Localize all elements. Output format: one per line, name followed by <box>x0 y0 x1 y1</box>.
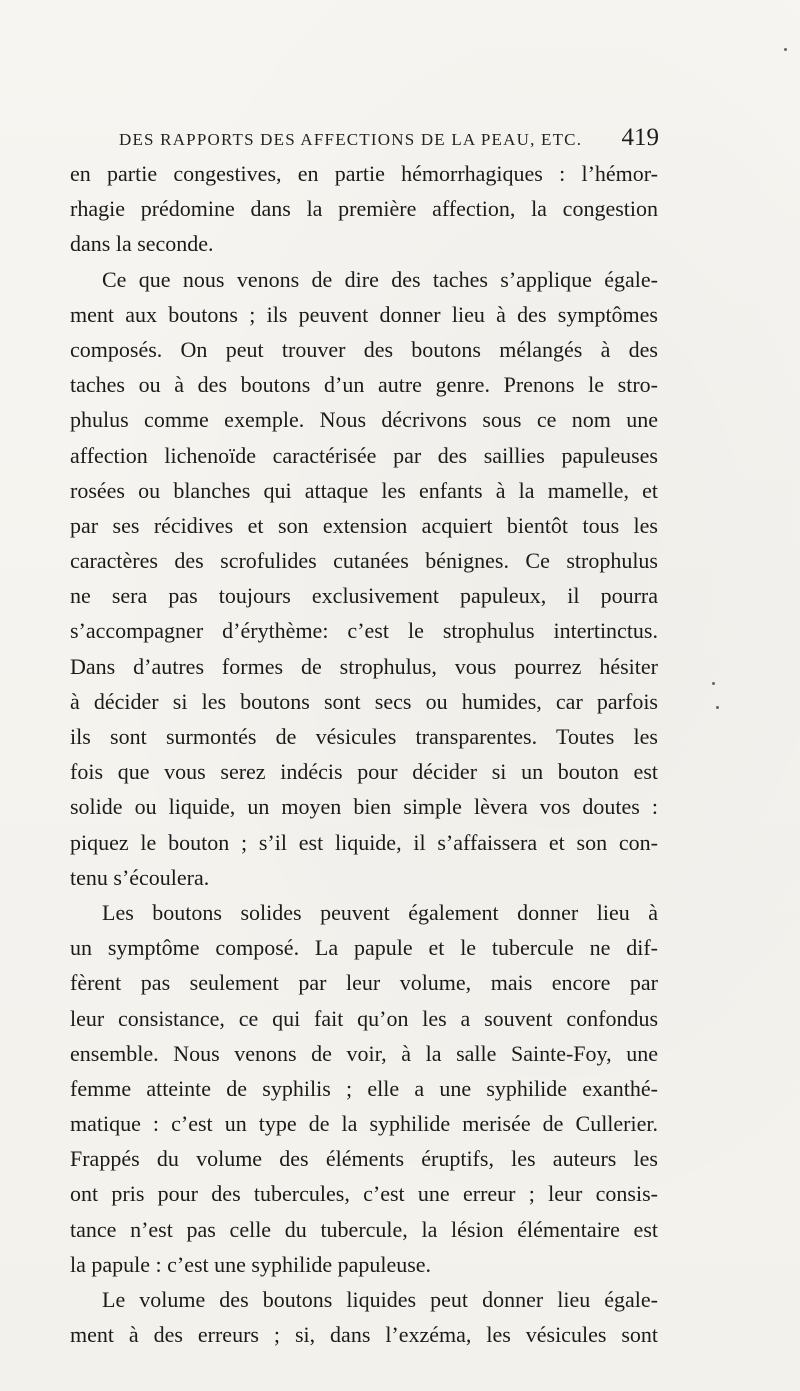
text-line: ment à des erreurs ; si, dans l’exzéma, les vésicules sont <box>70 1322 658 1348</box>
text-line: à décider si les boutons sont secs ou humides, car parfois <box>70 688 658 714</box>
text-line: solide ou liquide, un moyen bien simple lèvera vos doutes : <box>70 794 658 820</box>
text-line: Les boutons solides peuvent également donner lieu à <box>102 899 658 925</box>
text-line: un symptôme composé. La papule et le tubercule ne dif- <box>70 935 658 961</box>
text-line: tance n’est pas celle du tubercule, la lésion élémentaire est <box>70 1216 658 1242</box>
text-line: en partie congestives, en partie hémorrhagiques : l’hémor- <box>70 161 658 186</box>
text-line: s’accompagner d’érythème: c’est le strophulus intertinctus. <box>70 618 658 644</box>
text-line: par ses récidives et son extension acquiert bientôt tous les <box>70 512 658 538</box>
running-head: DES RAPPORTS DES AFFECTIONS DE LA PEAU, ETC. <box>119 130 583 149</box>
text-line: fèrent pas seulement par leur volume, mais encore par <box>70 970 658 996</box>
text-line: Frappés du volume des éléments éruptifs, les auteurs les <box>70 1146 658 1172</box>
page-number: 419 <box>621 124 659 151</box>
text-line: fois que vous serez indécis pour décider si un bouton est <box>70 759 658 785</box>
text-line: dans la seconde. <box>70 231 214 257</box>
text-line: leur consistance, ce qui fait qu’on les a souvent confondus <box>70 1005 658 1031</box>
paper-speck <box>716 706 719 709</box>
text-line: femme atteinte de syphilis ; elle a une syphilide exanthé- <box>70 1075 658 1101</box>
text-line: ils sont surmontés de vésicules transparentes. Toutes les <box>70 724 658 749</box>
text-line: ne sera pas toujours exclusivement papuleux, il pourra <box>70 583 658 609</box>
body-text <box>70 156 658 1352</box>
text-line: rosées ou blanches qui attaque les enfants à la mamelle, et <box>70 477 658 503</box>
text-line: taches ou à des boutons d’un autre genre. Prenons le stro- <box>70 372 658 398</box>
text-line: Ce que nous venons de dire des taches s’applique égale- <box>102 266 658 292</box>
text-line: affection lichenoïde caractérisée par des saillies papuleuses <box>70 442 658 468</box>
text-line: la papule : c’est une syphilide papuleuse. <box>70 1251 432 1277</box>
text-line: ensemble. Nous venons de voir, à la salle Sainte-Foy, une <box>70 1040 658 1066</box>
text-line: ment aux boutons ; ils peuvent donner lieu à des symptômes <box>70 301 658 327</box>
paper-speck <box>712 682 715 685</box>
text-line: tenu s’écoulera. <box>70 864 210 890</box>
text-line: rhagie prédomine dans la première affection, la congestion <box>70 196 658 222</box>
text-line: Le volume des boutons liquides peut donner lieu égale- <box>102 1287 658 1312</box>
text-line: matique : c’est un type de la syphilide merisée de Cullerier. <box>70 1111 658 1137</box>
text-line: phulus comme exemple. Nous décrivons sous ce nom une <box>70 407 658 433</box>
paper-speck <box>784 48 787 51</box>
text-line: Dans d’autres formes de strophulus, vous pourrez hésiter <box>70 653 658 679</box>
page-header <box>119 124 659 156</box>
text-line: caractères des scrofulides cutanées bénignes. Ce strophulus <box>70 548 658 574</box>
text-line: composés. On peut trouver des boutons mélangés à des <box>70 336 658 362</box>
text-line: piquez le bouton ; s’il est liquide, il s’affaissera et son con- <box>70 829 658 855</box>
text-line: ont pris pour des tubercules, c’est une erreur ; leur consis- <box>70 1181 658 1207</box>
